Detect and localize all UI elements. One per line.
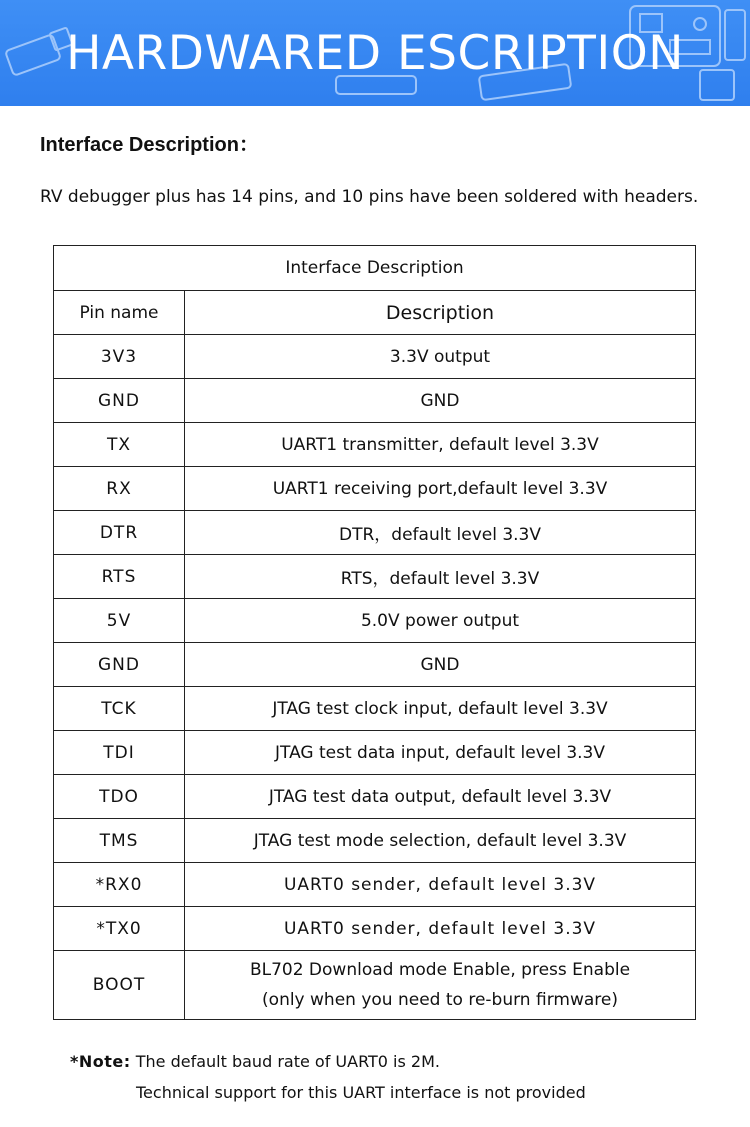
table-row — [54, 599, 696, 643]
desc-cell: UART1 receiving port,default level 3.3V — [185, 467, 696, 511]
desc-cell: UART1 transmitter, default level 3.3V — [185, 423, 696, 467]
note-text: The default baud rate of UART0 is 2M. — [130, 1052, 440, 1071]
pin-cell-boot: BOOT — [54, 951, 185, 1020]
pin-cell: GND — [54, 379, 185, 423]
interface-table — [53, 245, 696, 1020]
desc-cell: UART0 sender, default level 3.3V — [185, 863, 696, 907]
desc-cell: 3.3V output — [185, 335, 696, 379]
table-row — [54, 731, 696, 775]
note-line2: Technical support for this UART interface is not provided — [136, 1083, 586, 1102]
pin-cell: TCK — [54, 687, 185, 731]
table-title: Interface Description — [54, 246, 696, 291]
desc-cell: RTS，default level 3.3V — [185, 555, 696, 599]
table-row — [54, 423, 696, 467]
intro-text: RV debugger plus has 14 pins, and 10 pins have been soldered with headers. — [40, 187, 699, 207]
table-row — [54, 379, 696, 423]
desc-cell: JTAG test data output, default level 3.3V — [185, 775, 696, 819]
table-row — [54, 687, 696, 731]
desc-cell: GND — [185, 379, 696, 423]
pin-cell: TDI — [54, 731, 185, 775]
note-label: *Note: — [70, 1052, 131, 1071]
header-description: Description — [185, 291, 696, 335]
pin-cell: GND — [54, 643, 185, 687]
table-row — [54, 819, 696, 863]
table-row-boot — [54, 951, 696, 1020]
table-row — [54, 555, 696, 599]
desc-cell: UART0 sender, default level 3.3V — [185, 907, 696, 951]
header-banner — [0, 0, 750, 106]
table-header-row — [54, 291, 696, 335]
table-row — [54, 467, 696, 511]
banner-title: HARDWARED ESCRIPTION — [66, 26, 684, 81]
section-title: Interface Description： — [40, 134, 259, 156]
pin-cell: TDO — [54, 775, 185, 819]
pin-cell: TX — [54, 423, 185, 467]
pin-cell: *RX0 — [54, 863, 185, 907]
desc-cell: JTAG test clock input, default level 3.3V — [185, 687, 696, 731]
desc-cell: JTAG test data input, default level 3.3V — [185, 731, 696, 775]
pin-cell: 5V — [54, 599, 185, 643]
table-row — [54, 907, 696, 951]
table-title-row — [54, 246, 696, 291]
table-row — [54, 511, 696, 555]
note — [70, 1052, 440, 1071]
pin-cell: TMS — [54, 819, 185, 863]
table-row — [54, 775, 696, 819]
table-row — [54, 335, 696, 379]
pin-cell: RTS — [54, 555, 185, 599]
boot-desc-line1: BL702 Download mode Enable, press Enable — [249, 960, 631, 980]
header-pin-name: Pin name — [54, 291, 185, 335]
desc-cell-boot — [185, 951, 696, 1020]
pin-cell: *TX0 — [54, 907, 185, 951]
desc-cell: 5.0V power output — [185, 599, 696, 643]
desc-cell: JTAG test mode selection, default level 3.3V — [185, 819, 696, 863]
pin-cell: DTR — [54, 511, 185, 555]
pin-cell: 3V3 — [54, 335, 185, 379]
pin-cell: RX — [54, 467, 185, 511]
desc-cell: GND — [185, 643, 696, 687]
boot-desc-line2: (only when you need to re-burn firmware) — [262, 990, 618, 1010]
table-row — [54, 863, 696, 907]
desc-cell: DTR，default level 3.3V — [185, 511, 696, 555]
table-row — [54, 643, 696, 687]
